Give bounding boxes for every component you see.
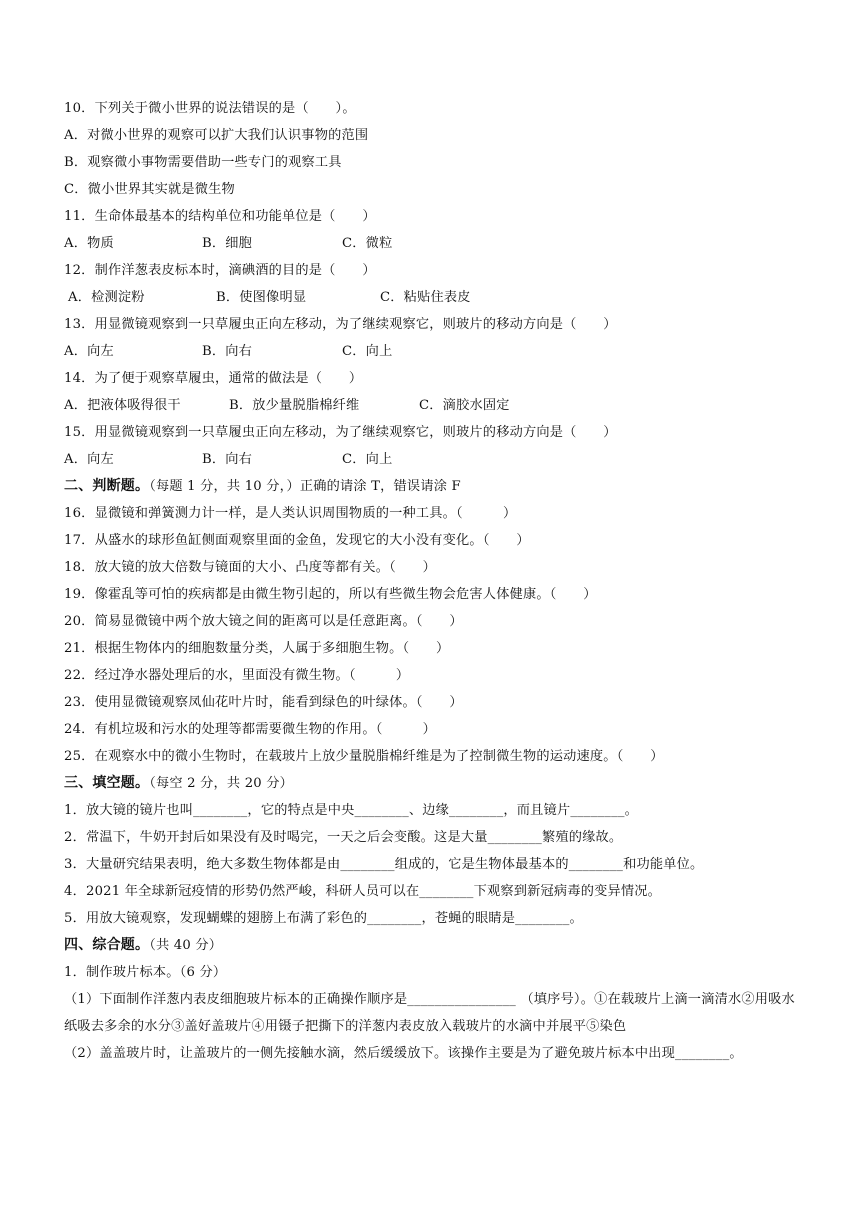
section-3-title: 三、填空题。 <box>64 775 150 791</box>
fill-item-1: 1．放大镜的镜片也叫________，它的特点是中央________、边缘________，而且镜片________。 <box>64 803 639 818</box>
q10-stem: 10．下列关于微小世界的说法错误的是（ ）。 <box>64 101 356 116</box>
comp-question-1-part-1: （1）下面制作洋葱内表皮细胞玻片标本的正确操作顺序是________________ （填序号）。①在载玻片上滴一滴清水②用吸水纸吸去多余的水分③盖好盖玻片④用镊子把撕下的洋葱内表皮放入载玻片的水滴中并展平⑤染色 <box>64 992 795 1034</box>
q12-options <box>64 284 804 311</box>
q11-options <box>64 230 804 257</box>
judge-item-24: 24．有机垃圾和污水的处理等都需要微生物的作用。（ ） <box>64 722 437 737</box>
q10-option-a: A．对微小世界的观察可以扩大我们认识事物的范围 <box>64 128 369 143</box>
fill-item-3: 3．大量研究结果表明，绝大多数生物体都是由________组成的，它是生物体最基本的________和功能单位。 <box>64 857 704 872</box>
q15-option-a: A．向左 <box>64 452 114 467</box>
q13-option-a: A．向左 <box>64 344 114 359</box>
comp-question-1-part-2: （2）盖盖玻片时，让盖玻片的一侧先接触水滴，然后缓缓放下。该操作主要是为了避免玻片标本中出现________。 <box>64 1046 743 1061</box>
section-4-title: 四、综合题。 <box>64 937 150 953</box>
q12-option-b: B．使图像明显 <box>216 290 307 305</box>
section-3-heading <box>64 770 804 797</box>
exam-page <box>64 95 804 1067</box>
q15-option-c: C．向上 <box>342 452 393 467</box>
section-3-note: （每空 2 分，共 20 分） <box>149 776 294 791</box>
judge-item-20: 20．简易显微镜中两个放大镜之间的距离可以是任意距离。（ ） <box>64 614 463 629</box>
section-2-note: （每题 1 分，共 10 分，）正确的请涂 T，错误请涂 F <box>149 479 461 494</box>
q12-stem: 12．制作洋葱表皮标本时，滴碘酒的目的是（ ） <box>64 263 376 278</box>
section-4-heading <box>64 932 804 959</box>
section-2-title: 二、判断题。 <box>64 478 150 494</box>
q14-option-a: A．把液体吸得很干 <box>64 398 181 413</box>
q15-options <box>64 446 804 473</box>
judge-item-21: 21．根据生物体内的细胞数量分类，人属于多细胞生物。（ ） <box>64 641 450 656</box>
q14-options <box>64 392 804 419</box>
q15-option-b: B．向右 <box>202 452 253 467</box>
fill-item-4: 4．2021 年全球新冠疫情的形势仍然严峻，科研人员可以在________下观察到新冠病毒的变异情况。 <box>64 884 662 899</box>
q12-option-c: C．粘贴住表皮 <box>380 290 471 305</box>
section-2-heading <box>64 473 804 500</box>
judge-item-19: 19．像霍乱等可怕的疾病都是由微生物引起的，所以有些微生物会危害人体健康。（ ） <box>64 587 597 602</box>
fill-item-5: 5．用放大镜观察，发现蝴蝶的翅膀上布满了彩色的________，苍蝇的眼睛是________。 <box>64 911 583 926</box>
judge-item-18: 18．放大镜的放大倍数与镜面的大小、凸度等都有关。（ ） <box>64 560 437 575</box>
judge-item-16: 16．显微镜和弹簧测力计一样，是人类认识周围物质的一种工具。（ ） <box>64 506 517 521</box>
q10-option-b: B．观察微小事物需要借助一些专门的观察工具 <box>64 155 342 170</box>
q12-option-a: A．检测淀粉 <box>68 290 145 305</box>
q13-stem: 13．用显微镜观察到一只草履虫正向左移动，为了继续观察它，则玻片的移动方向是（ ） <box>64 317 617 332</box>
q10-option-c: C．微小世界其实就是微生物 <box>64 182 235 197</box>
q11-option-b: B．细胞 <box>202 236 253 251</box>
q13-option-b: B．向右 <box>202 344 253 359</box>
judge-item-22: 22．经过净水器处理后的水，里面没有微生物。（ ） <box>64 668 410 683</box>
q14-option-b: B．放少量脱脂棉纤维 <box>229 398 360 413</box>
comp-question-1: 1．制作玻片标本。（6 分） <box>64 965 227 980</box>
q13-options <box>64 338 804 365</box>
judge-item-23: 23．使用显微镜观察凤仙花叶片时，能看到绿色的叶绿体。（ ） <box>64 695 463 710</box>
q11-option-a: A．物质 <box>64 236 114 251</box>
judge-item-25: 25．在观察水中的微小生物时，在载玻片上放少量脱脂棉纤维是为了控制微生物的运动速度。（ ） <box>64 749 664 764</box>
q13-option-c: C．向上 <box>342 344 393 359</box>
q14-stem: 14．为了便于观察草履虫，通常的做法是（ ） <box>64 371 363 386</box>
section-4-note: （共 40 分） <box>149 938 223 953</box>
q15-stem: 15．用显微镜观察到一只草履虫正向左移动，为了继续观察它，则玻片的移动方向是（ ） <box>64 425 617 440</box>
q14-option-c: C．滴胶水固定 <box>419 398 510 413</box>
fill-item-2: 2．常温下，牛奶开封后如果没有及时喝完，一天之后会变酸。这是大量________繁殖的缘故。 <box>64 830 623 845</box>
judge-item-17: 17．从盛水的球形鱼缸侧面观察里面的金鱼，发现它的大小没有变化。（ ） <box>64 533 530 548</box>
q11-stem: 11．生命体最基本的结构单位和功能单位是（ ） <box>64 209 376 224</box>
q11-option-c: C．微粒 <box>342 236 393 251</box>
